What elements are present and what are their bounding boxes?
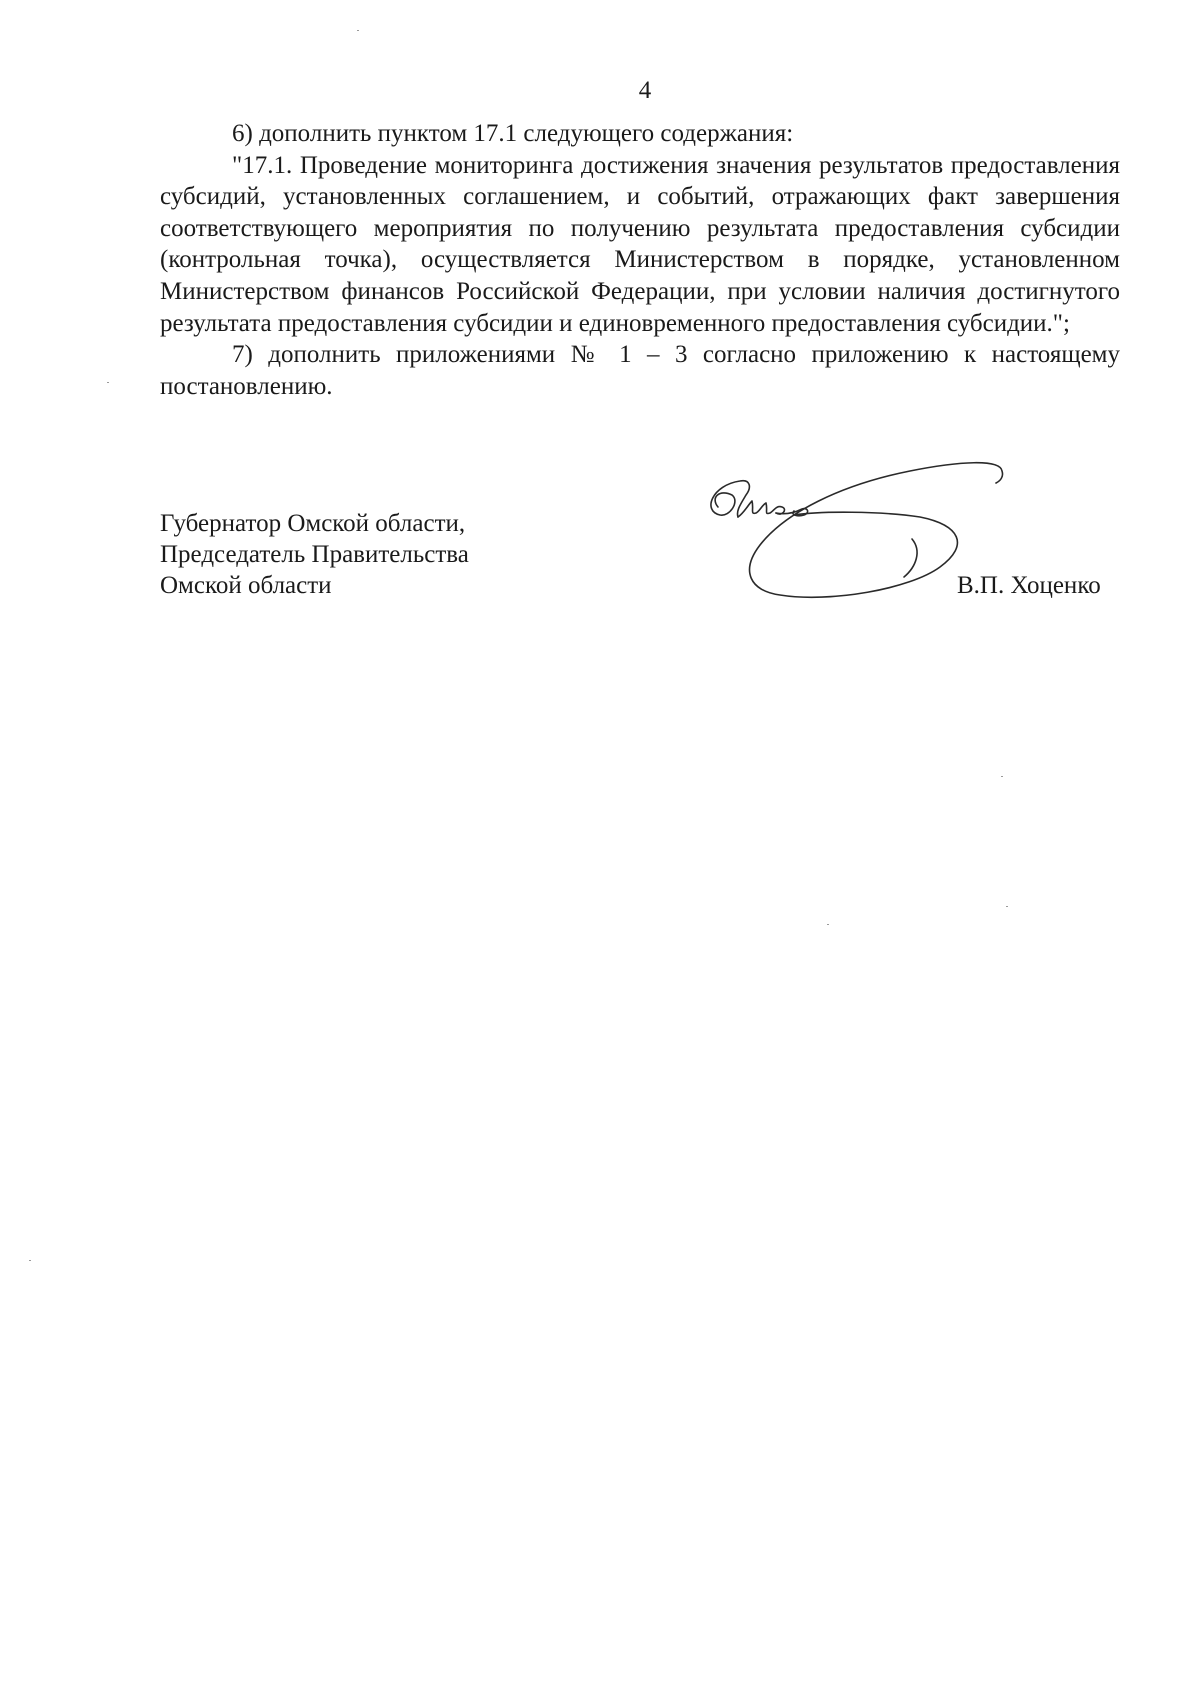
scan-speck	[1001, 776, 1003, 777]
scan-speck	[29, 1260, 31, 1261]
paragraph-item-6: 6) дополнить пунктом 17.1 следующего содержания:	[232, 120, 794, 147]
scan-speck	[827, 924, 829, 925]
scan-speck	[1006, 906, 1008, 907]
signatory-title-line-3: Омской области	[160, 572, 332, 599]
document-body	[160, 118, 1120, 402]
page-number: 4	[638, 77, 652, 104]
handwritten-signature	[690, 455, 1110, 665]
paragraph-item-7: 7) дополнить приложениями № 1 – 3 согласно приложению к настоящему постановлению.	[160, 341, 1120, 400]
signatory-title-line-1: Губернатор Омской области,	[160, 510, 466, 537]
paragraph-clause-17-1: "17.1. Проведение мониторинга достижения значения результатов предоставления субсидий, установленных соглашением, и событий, отражающих факт завершения соответствующего мероприятия по получению результата предоставления субсидии (контрольная точка), осуществляется Министерством в порядке, установленном Министерством финансов Российской Федерации, при условии наличия достигнутого результата предоставления субсидии и единовременного предоставления субсидии.";	[160, 151, 1120, 337]
signatory-title-line-2: Председатель Правительства	[160, 541, 469, 568]
signatory-title	[160, 508, 469, 601]
signatory-name: В.П. Хоценко	[957, 572, 1101, 599]
scan-speck	[357, 30, 359, 31]
scan-speck	[107, 382, 109, 383]
